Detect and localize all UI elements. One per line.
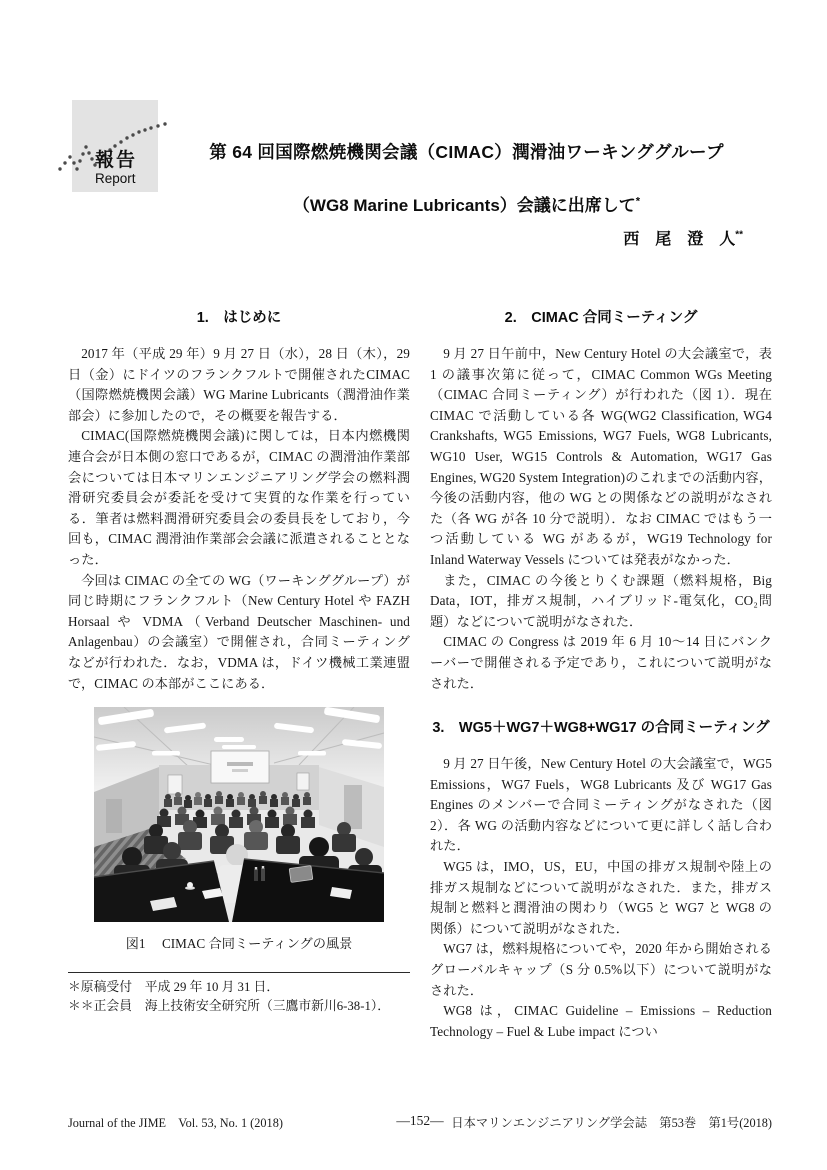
footer-journal-jp: 日本マリンエンジニアリング学会誌 第53巻 第1号(2018) [451,1116,772,1130]
column-right [430,300,772,1042]
footer-journal-en: Journal of the JIME Vol. 53, No. 1 (2018) [68,1116,283,1130]
column-left [68,300,410,1042]
paragraph: CIMAC の Congress は 2019 年 6 月 10～14 日にバンクーバーで開催される予定であり，これについて説明がなされた． [430,634,772,691]
paragraph: 今回は CIMAC の全ての WG（ワーキンググループ）が同じ時期にフランクフルト（New Century Hotel や FAZH Horsaal や VDMA（Verband Deutscher Maschinen- und Anlagenbau）の会議室）で開催され，合同ミーティングなどが行われた．なお，VDMA は，ドイツ機械工業連盟で，CIMAC の本部がここにある． [68,572,410,691]
page-number: ―152― [396,1113,444,1128]
report-badge [72,100,158,192]
section-3-heading: 3. WG5＋WG7＋WG8+WG17 の合同ミーティング [432,720,770,737]
paragraph: 9 月 27 日午前中，New Century Hotel の大会議室で，表 1 の議事次第に従って，CIMAC Common WGs Meeting（CIMAC 合同ミーティング）が行われた（図 1）．現在 CIMAC で活動している各 WG(WG2 Classification, WG4 Crankshafts, WG5 Emissions, WG7 Fuels, WG8 Lubricants, WG10 User, WG15 Controls & Automation, WG17 Gas Engines, WG20 System Integration)のこれまでの活動内容，今後の活動内容，他の WG との関係などの説明がなされた（各 WG が各 10 分で説明）．なお CIMAC ではもう一つ活動している WG があるが，WG19 Technology for Inland Waterway Vessels については発表がなかった． [430,346,772,567]
figure-1 [68,707,410,952]
paragraph: WG5 は，IMO，US，EU，中国の排ガス規制や陸上の排ガス規制などについて説明がなされた．また，排ガス規制と燃料と潤滑油の関わり（WG5 と WG7 と WG8 の関係）について説明がなされた． [430,859,772,936]
footnote-received: ＊原稿受付 平成 29 年 10 月 31 日． [68,980,280,995]
paragraph: CIMAC(国際燃焼機関会議)に関しては，日本内燃機関連合会が日本側の窓口であるが，CIMAC の潤滑油作業部会については日本マリンエンジニアリング学会の燃料潤滑研究委員会が委託を受けて実質的な作業を行っている．筆者は燃料潤滑研究委員会の委員長をしており，今回も，CIMAC 潤滑油作業部会会議に派遣されることとなった． [68,428,410,567]
article-title [168,139,765,216]
author-footnote-mark: ** [735,229,743,241]
footnote-member: ＊＊正会員 海上技術安全研究所（三鷹市新川6-38-1）． [68,999,391,1014]
paragraph: 2017 年（平成 29 年）9 月 27 日（水），28 日（木），29 日（金）にドイツのフランクフルトで開催されたCIMAC（国際燃焼機関会議）WG Marine Lubricants（潤滑油作業部会）に参加したので，その概要を報告する． [68,346,410,423]
article-body [68,300,772,1042]
section-2-heading: 2. CIMAC 合同ミーティング [504,310,698,326]
paragraph: 9 月 27 日午後，New Century Hotel の大会議室で，WG5 Emissions，WG7 Fuels，WG8 Lubricants 及び WG17 Gas Engines のメンバーで合同ミーティングがなされた（図 2）．各 WG の活動内容などについて更に詳しく話し合われた． [430,756,772,854]
badge-label [95,150,137,187]
article-title-line2: （WG8 Marine Lubricants）会議に出席して* [292,195,641,215]
article-title-line1: 第 64 回国際燃焼機関会議（CIMAC）潤滑油ワーキンググループ [209,142,724,162]
footnote-block [68,972,410,1016]
author-name: 西 尾 澄 人** [623,229,743,248]
section-1-heading: 1. はじめに [196,310,282,326]
badge-label-jp: 報告 [95,150,138,172]
paragraph: WG7 は，燃料規格についてや，2020 年から開始されるグローバルキャップ（S 分 0.5%以下）について説明がなされた． [430,941,772,998]
figure-1-caption: 図1 CIMAC 合同ミーティングの風景 [125,936,353,952]
paragraph: また，CIMAC の今後とりくむ課題（燃料規格，Big Data，IOT，排ガス規制，ハイブリッド‐電気化，CO₂問題）などについて説明がなされた． [430,572,772,629]
title-footnote-mark: * [635,195,641,208]
conference-room-photo [94,707,384,922]
badge-label-en: Report [95,171,136,187]
paragraph: WG8 は，CIMAC Guideline – Emissions – Reduction Technology – Fuel & Lube impact につい [430,1003,772,1039]
